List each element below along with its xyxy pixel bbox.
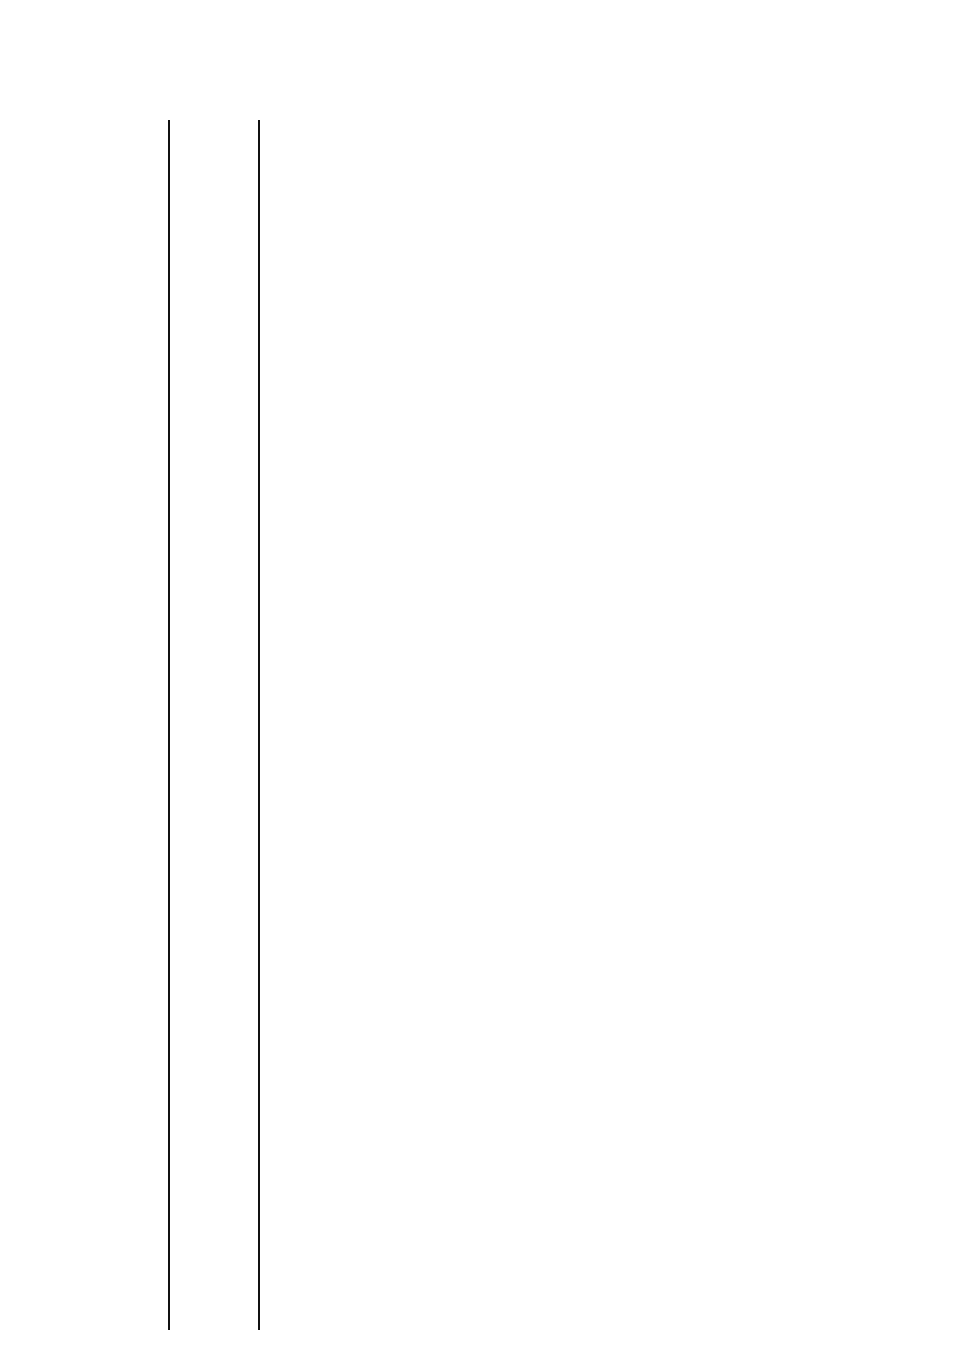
top-rule: [168, 120, 170, 1330]
rotated-table: [118, 30, 958, 1330]
header-rule: [258, 120, 260, 1330]
